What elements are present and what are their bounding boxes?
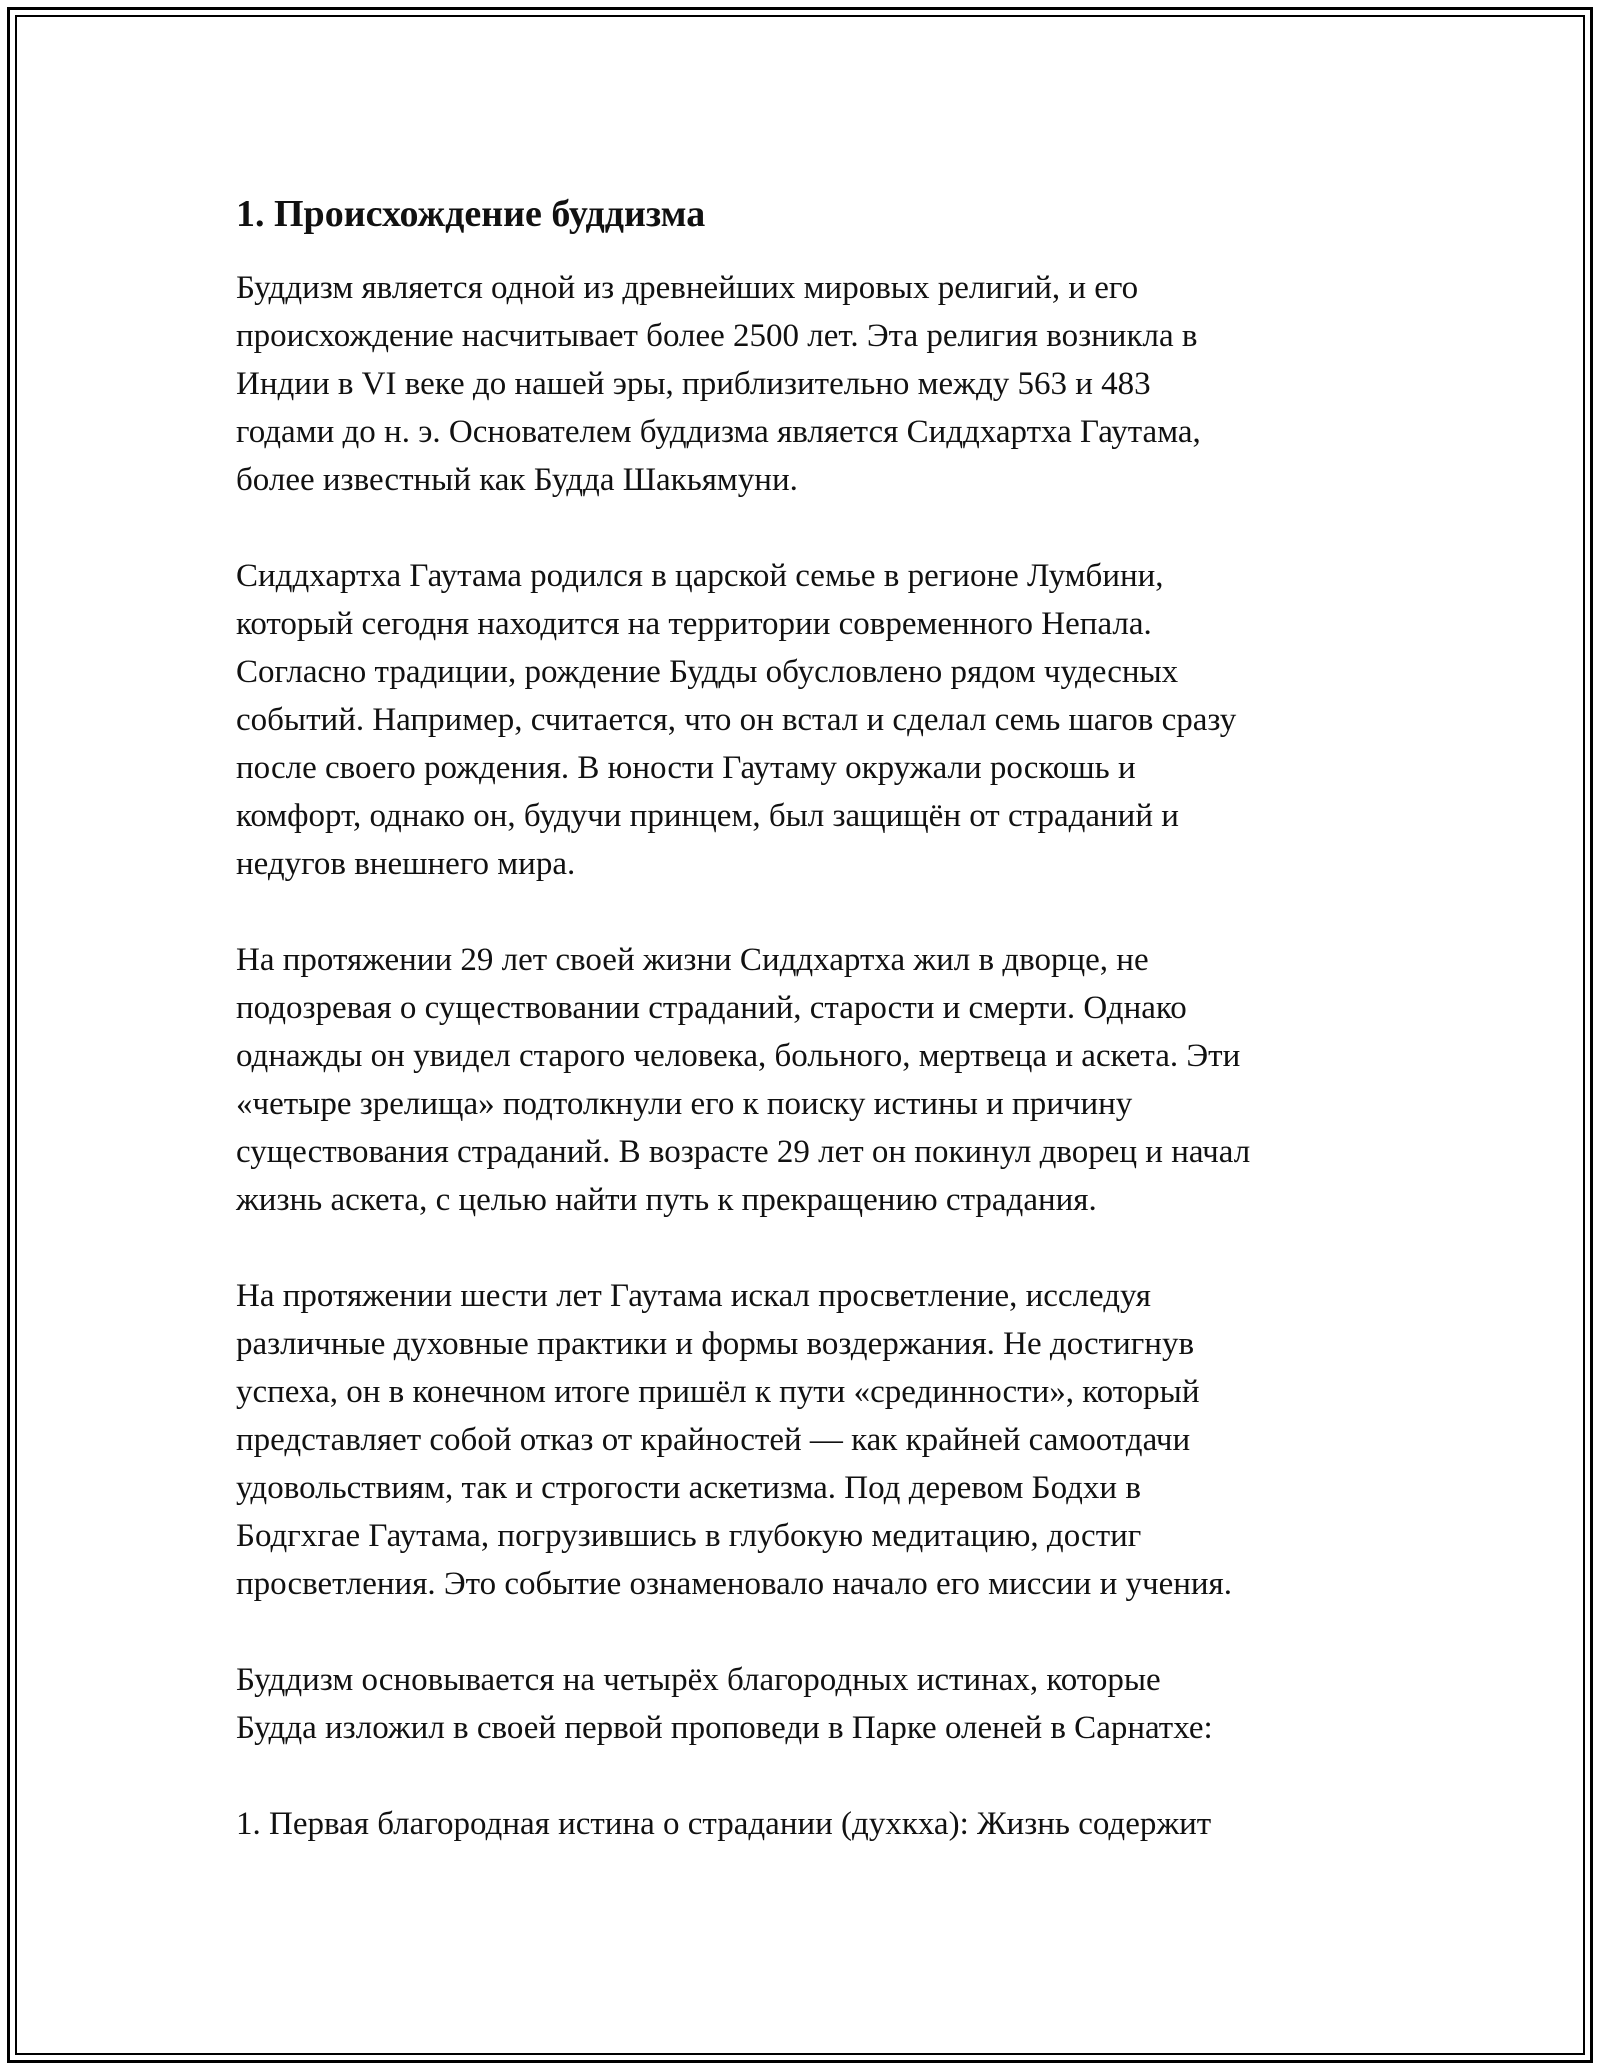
paragraph-2 xyxy=(236,552,1386,888)
text-line: событий. Например, считается, что он встал и сделал семь шагов сразу xyxy=(236,702,1237,738)
text-line: комфорт, однако он, будучи принцем, был защищён от страданий и xyxy=(236,798,1179,834)
paragraph-4 xyxy=(236,1272,1386,1608)
text-line: недугов внешнего мира. xyxy=(236,846,576,882)
text-line: существования страданий. В возрасте 29 лет он покинул дворец и начал xyxy=(236,1134,1251,1170)
text-line: На протяжении шести лет Гаутама искал просветление, исследуя xyxy=(236,1278,1151,1314)
text-line: Будда изложил в своей первой проповеди в Парке оленей в Сарнатхе: xyxy=(236,1710,1213,1746)
section-heading: 1. Происхождение буддизма xyxy=(236,193,706,235)
text-line: Буддизм основывается на четырёх благородных истинах, которые xyxy=(236,1662,1161,1698)
text-line: жизнь аскета, с целью найти путь к прекращению страдания. xyxy=(236,1182,1097,1218)
text-line: происхождение насчитывает более 2500 лет. Эта религия возникла в xyxy=(236,318,1198,354)
paragraph-1 xyxy=(236,264,1386,504)
text-line: успеха, он в конечном итоге пришёл к пути «срединности», который xyxy=(236,1374,1200,1410)
text-line: различные духовные практики и формы воздержания. Не достигнув xyxy=(236,1326,1195,1362)
list-item-1 xyxy=(236,1800,1386,1848)
text-line: представляет собой отказ от крайностей — как крайней самоотдачи xyxy=(236,1422,1191,1458)
text-line: после своего рождения. В юности Гаутаму окружали роскошь и xyxy=(236,750,1136,786)
text-line: который сегодня находится на территории современного Непала. xyxy=(236,606,1152,642)
text-line: 1. Первая благородная истина о страдании (духкха): Жизнь содержит xyxy=(236,1806,1212,1842)
text-line: годами до н. э. Основателем буддизма является Сиддхартха Гаутама, xyxy=(236,414,1201,450)
text-line: На протяжении 29 лет своей жизни Сиддхартха жил в дворце, не xyxy=(236,942,1149,978)
text-line: подозревая о существовании страданий, старости и смерти. Однако xyxy=(236,990,1187,1026)
text-line: более известный как Будда Шакьямуни. xyxy=(236,462,798,498)
text-line: Бодгхгае Гаутама, погрузившись в глубокую медитацию, достиг xyxy=(236,1518,1142,1554)
text-line: «четыре зрелища» подтолкнули его к поиску истины и причину xyxy=(236,1086,1133,1122)
paragraph-3 xyxy=(236,936,1386,1224)
text-line: однажды он увидел старого человека, больного, мертвеца и аскета. Эти xyxy=(236,1038,1241,1074)
text-line: Буддизм является одной из древнейших мировых религий, и его xyxy=(236,270,1139,306)
text-line: просветления. Это событие ознаменовало начало его миссии и учения. xyxy=(236,1566,1232,1602)
document-page xyxy=(236,190,1386,1896)
text-line: Сиддхартха Гаутама родился в царской семье в регионе Лумбини, xyxy=(236,558,1164,594)
text-line: Согласно традиции, рождение Будды обусловлено рядом чудесных xyxy=(236,654,1179,690)
text-line: Индии в VI веке до нашей эры, приблизительно между 563 и 483 xyxy=(236,366,1151,402)
text-line: удовольствиям, так и строгости аскетизма. Под деревом Бодхи в xyxy=(236,1470,1141,1506)
paragraph-5 xyxy=(236,1656,1386,1752)
